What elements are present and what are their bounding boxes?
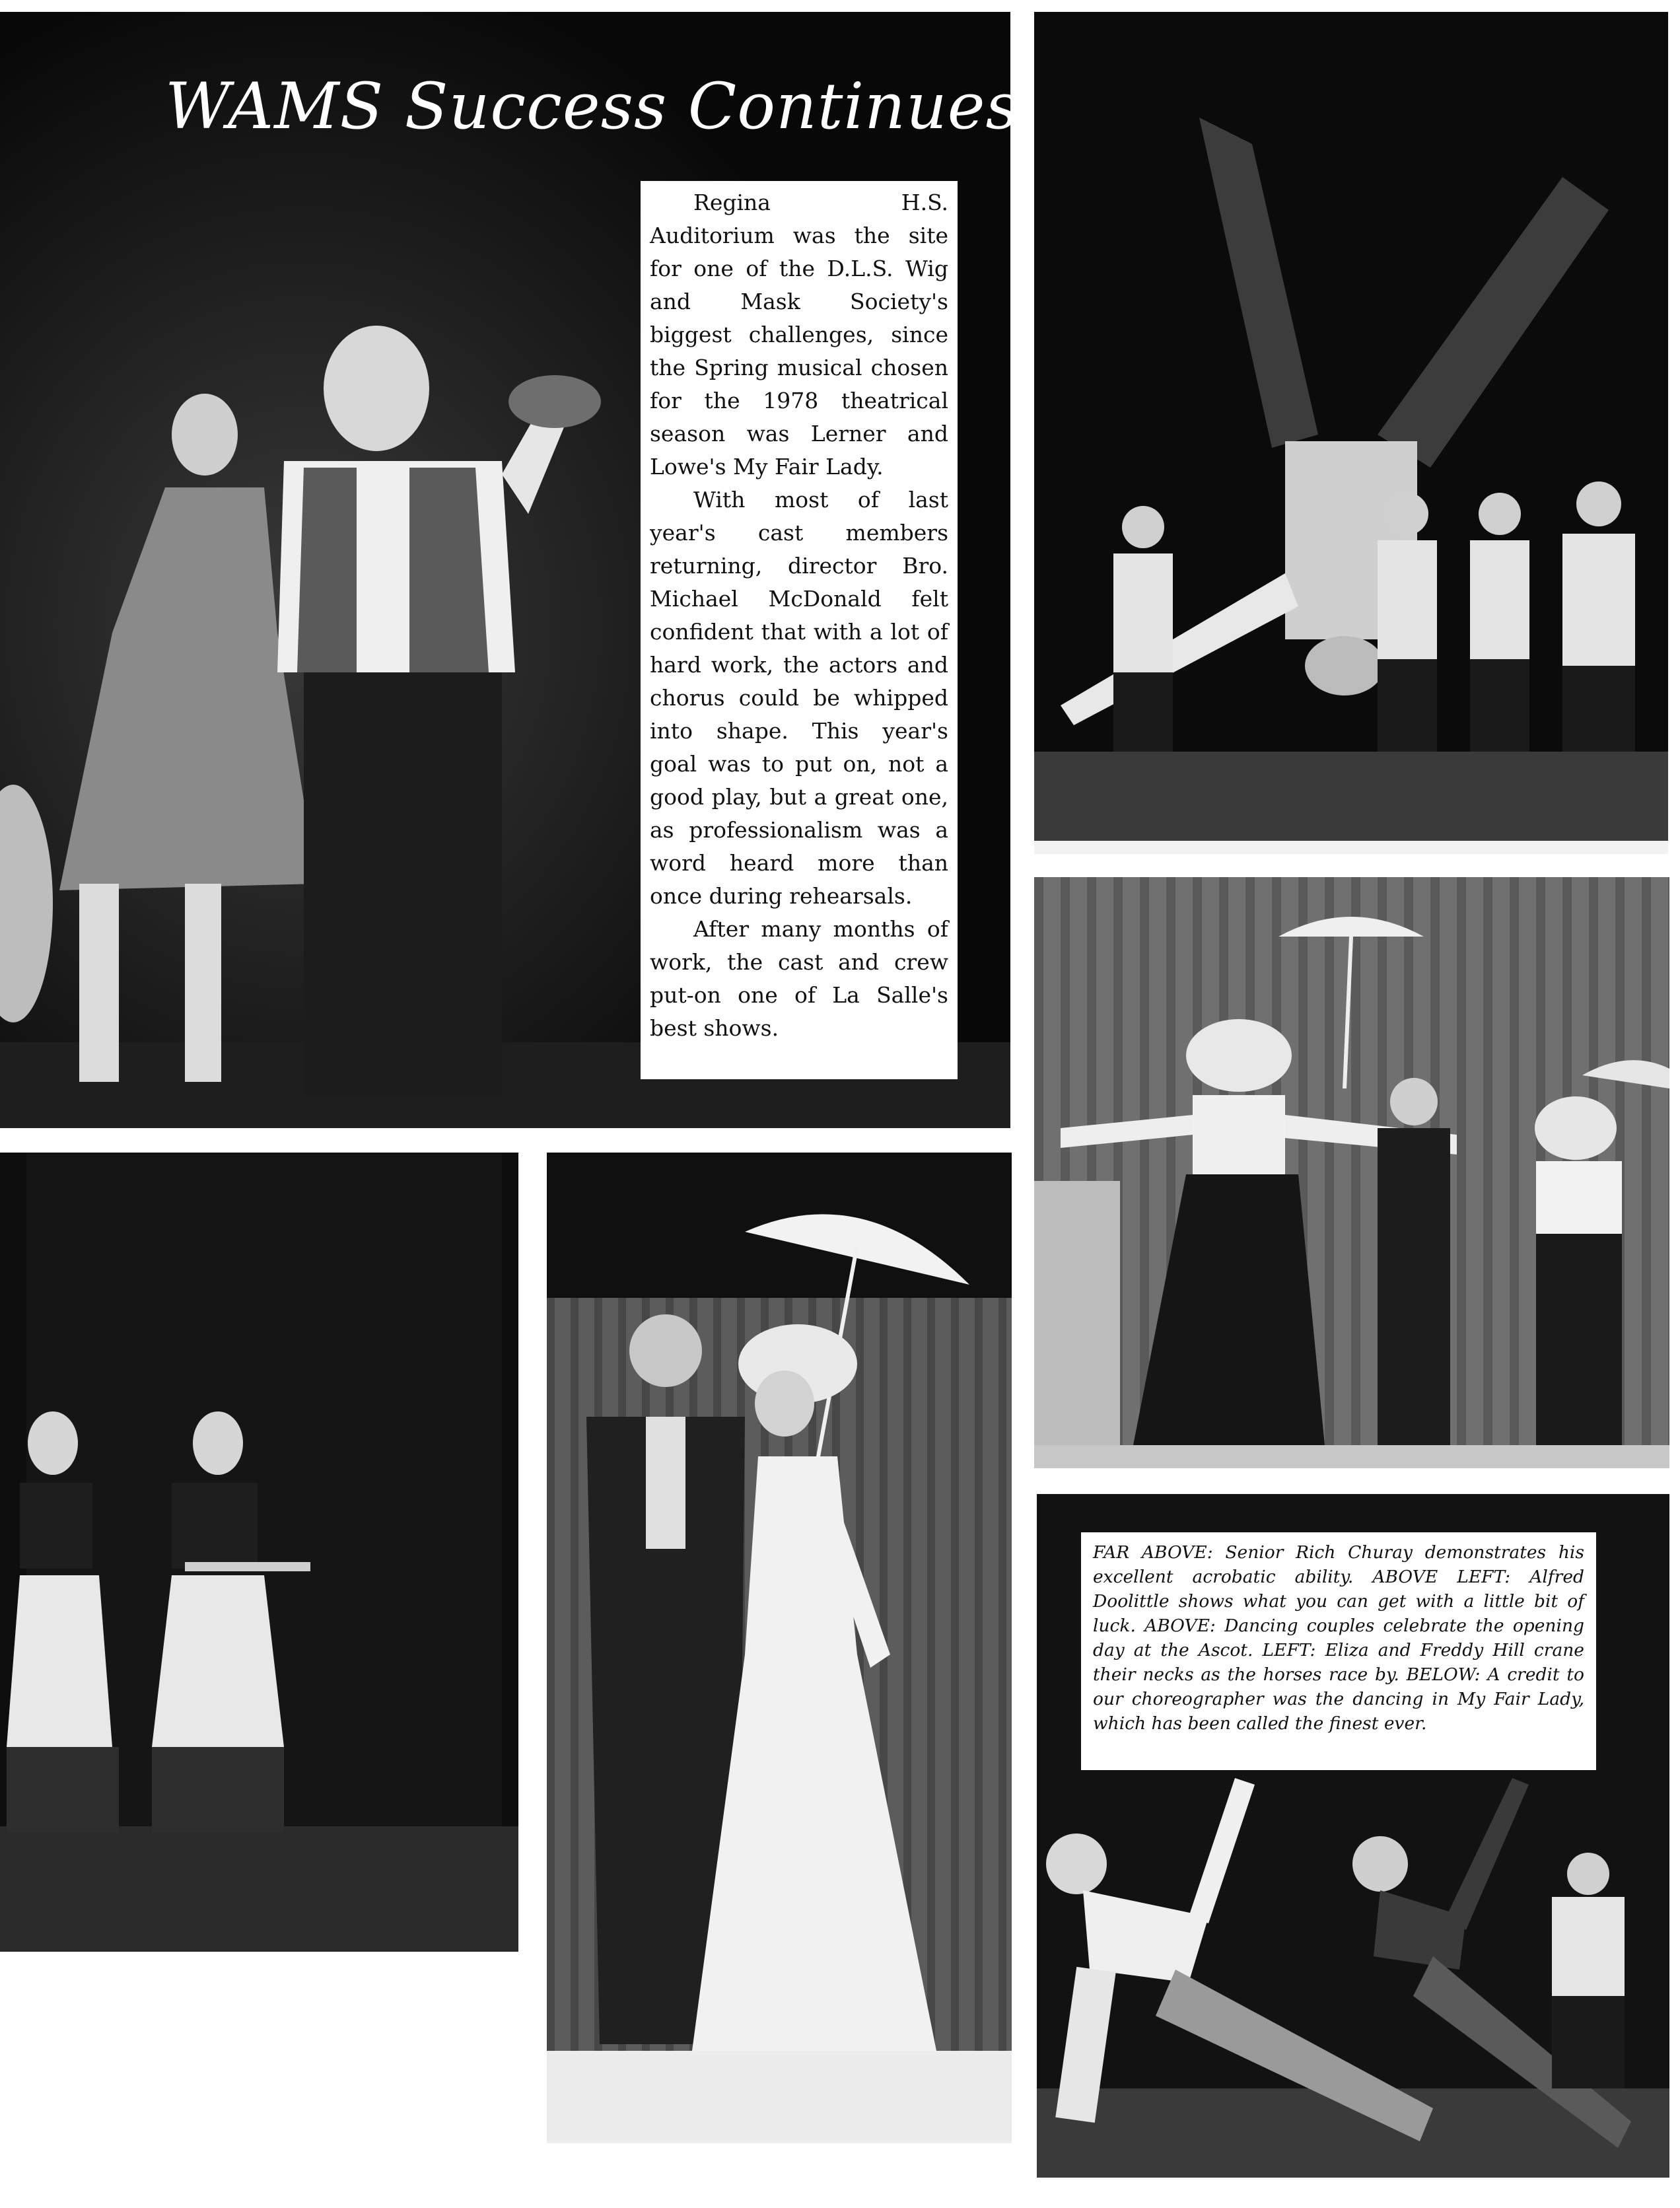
photo-ascot-image [1034, 877, 1669, 1468]
photo-acrobat-image [1034, 12, 1668, 854]
caption-text: FAR ABOVE: Senior Rich Churay demonstrates his excellent acrobatic ability. ABOVE LEFT: Alfred Doolittle shows what you can get with a little bit of luck. ABOVE: Dancing couples celebrate the opening day at the Ascot. LEFT: Eliza and Freddy Hill crane their necks as the horses race by. BELOW: A credit to our choreographer was the dancing in My Fair Lady, which has been called the finest ever. [1093, 1542, 1584, 1734]
story-text [641, 181, 958, 1079]
photo-eliza [547, 1153, 1012, 2143]
photo-maids [0, 1153, 518, 2199]
photo-maids-image [0, 1153, 518, 2199]
photo-acrobat [1034, 12, 1668, 854]
photo-eliza-image [547, 1153, 1012, 2143]
photo-caption [1081, 1532, 1596, 1770]
story-paragraph-3: After many months of work, the cast and crew put-on one of La Salle's best shows. [650, 916, 948, 1041]
story-paragraph-2: With most of last year's cast members returning, director Bro. Michael McDonald felt confident that with a lot of hard work, the actors and chorus could be whipped into shape. This year's goal was to put on, not a good play, but a great one, as professionalism was a word heard more than once during rehearsals. [650, 487, 948, 909]
page-title: WAMS Success Continues [165, 69, 1019, 143]
photo-ascot [1034, 877, 1669, 1468]
story-paragraph-1: Regina H.S. Auditorium was the site for one of the D.L.S. Wig and Mask Society's biggest challenges, since the Spring musical chosen for the 1978 theatrical season was Lerner and Lowe's My Fair Lady. [650, 190, 948, 480]
